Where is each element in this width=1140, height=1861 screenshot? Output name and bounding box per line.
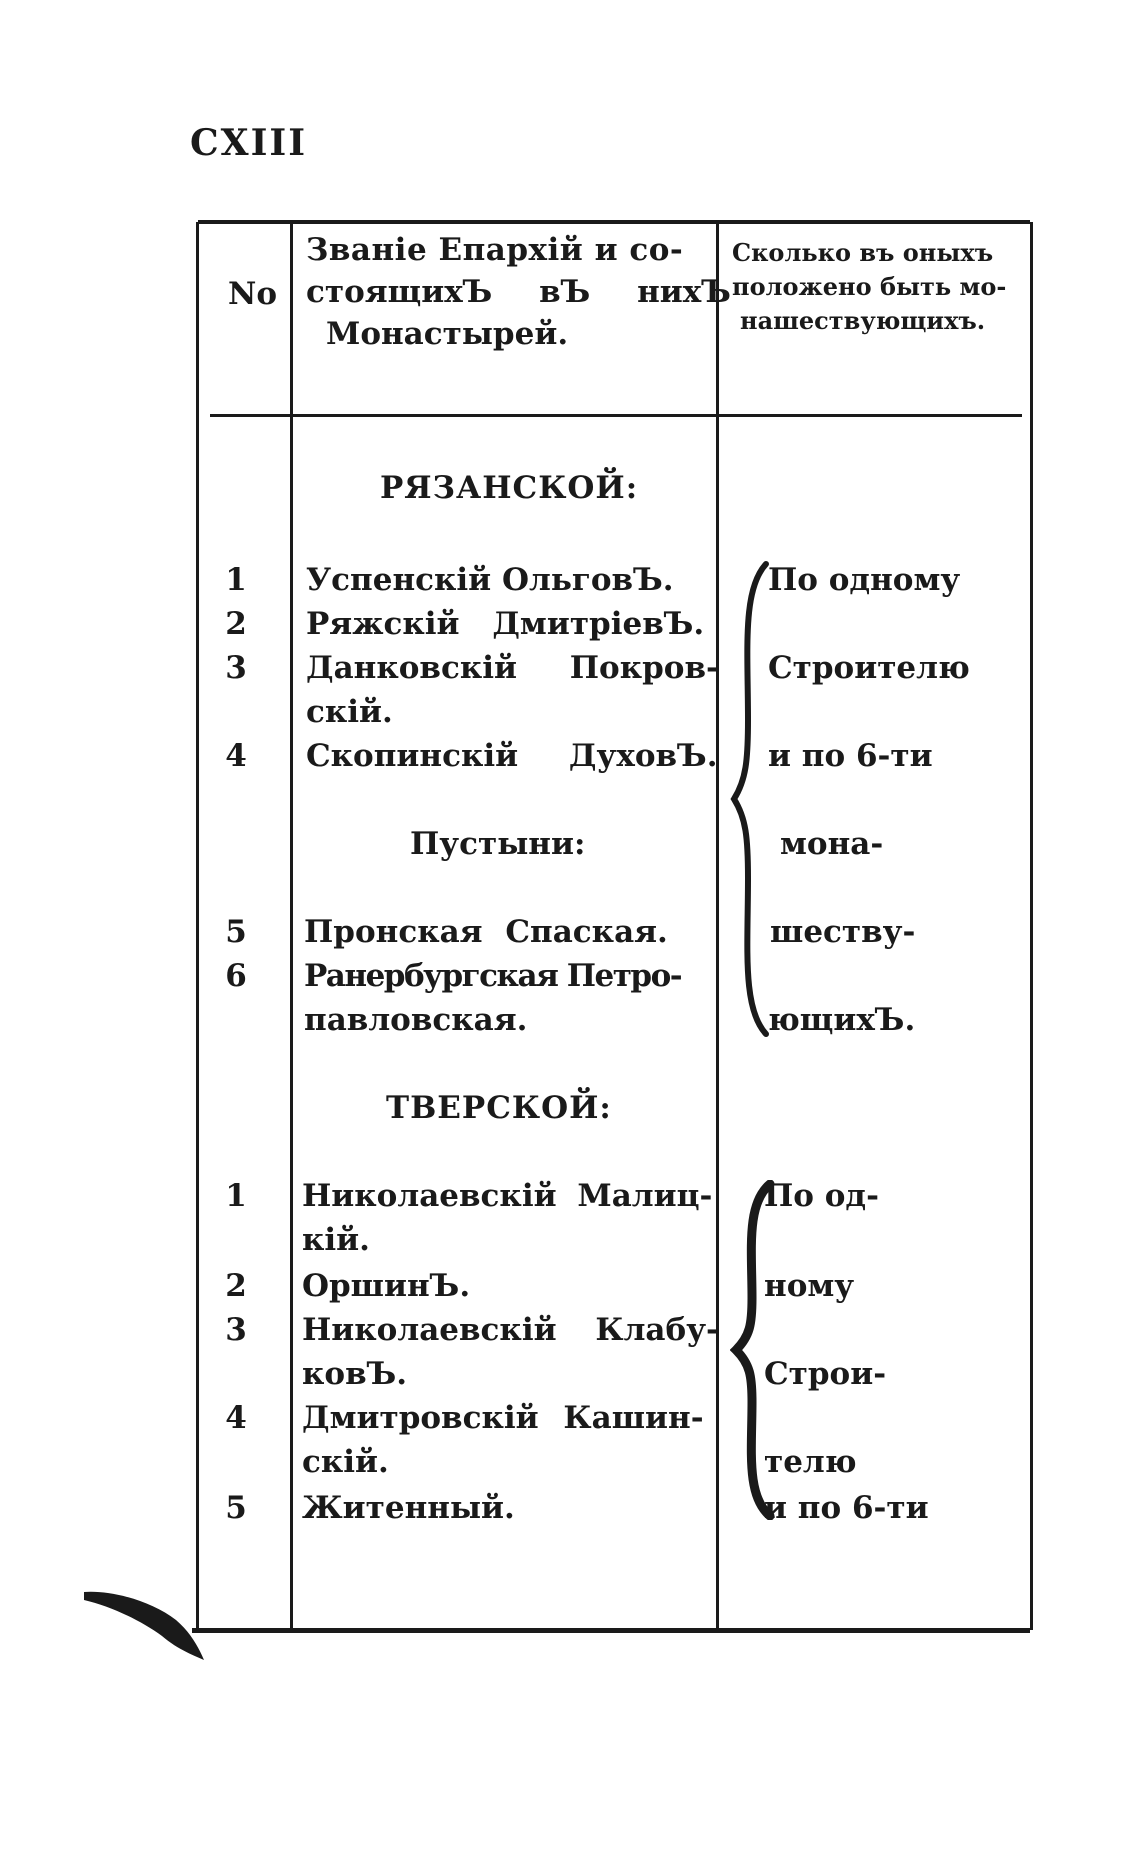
entry-name: Успенскій ОльговЪ. <box>306 562 674 598</box>
table-bottom-rule <box>192 1628 1030 1633</box>
entry-name: Данковскій Покров- <box>306 650 719 686</box>
table-left-border <box>196 222 199 1630</box>
note-line: ному <box>764 1268 855 1304</box>
note-line: и по 6-ти <box>768 738 933 774</box>
entry-name: Житенный. <box>302 1490 515 1526</box>
header-title-line-1: Званіе Епархій и со- <box>306 232 684 268</box>
entry-number: 3 <box>225 1312 247 1348</box>
entry-number: 2 <box>225 1268 247 1304</box>
entry-name: Николаевскій Малиц- <box>302 1178 713 1214</box>
section-subtitle: Пустыни: <box>410 826 586 862</box>
entry-name: ОршинЪ. <box>302 1268 471 1304</box>
header-no-label: No <box>228 276 278 312</box>
entry-name-continued: скій. <box>306 694 393 730</box>
entry-name: Николаевскій Клабу- <box>302 1312 719 1348</box>
entry-number: 4 <box>225 738 247 774</box>
section-title: ТВЕРСКОЙ: <box>386 1090 612 1126</box>
note-line: телю <box>764 1444 857 1480</box>
header-count-line-2: положено быть мо- <box>732 272 1007 301</box>
note-line: ющихЪ. <box>768 1002 916 1038</box>
entry-name-continued: ковЪ. <box>302 1356 408 1392</box>
entry-number: 1 <box>225 1178 247 1214</box>
header-count-line-3: нашествующихъ. <box>740 306 986 335</box>
entry-name-continued: кій. <box>302 1222 370 1258</box>
table-right-border <box>1030 222 1033 1630</box>
note-line: мона- <box>780 826 884 862</box>
entry-name: Дмитровскій Кашин- <box>302 1400 704 1436</box>
table-header-rule <box>210 414 1022 417</box>
note-line: По од- <box>764 1178 879 1214</box>
entry-number: 6 <box>225 958 247 994</box>
column-divider-2 <box>716 222 719 1628</box>
entry-number: 5 <box>225 914 247 950</box>
note-line: и по 6-ти <box>764 1490 929 1526</box>
note-line: По одному <box>768 562 961 598</box>
note-line: Строителю <box>768 650 970 686</box>
entry-name: Скопинскій ДуховЪ. <box>306 738 718 774</box>
note-line: Строи- <box>764 1356 887 1392</box>
entry-name: Ранербургская Петро- <box>304 958 682 994</box>
entry-number: 5 <box>225 1490 247 1526</box>
entry-number: 1 <box>225 562 247 598</box>
entry-name-continued: скій. <box>302 1444 389 1480</box>
section-title: РЯЗАНСКОЙ: <box>380 470 639 506</box>
ink-blot <box>80 1570 210 1670</box>
entry-number: 3 <box>225 650 247 686</box>
table-top-rule <box>198 220 1030 224</box>
header-title-line-2: стоящихЪ вЪ нихЪ <box>306 274 731 310</box>
header-title-line-3: Монастырей. <box>326 316 569 352</box>
entry-number: 4 <box>225 1400 247 1436</box>
entry-name: Ряжскій ДмитріевЪ. <box>306 606 705 642</box>
page-number: CXIII <box>190 122 308 164</box>
entry-name: Пронская Спаская. <box>304 914 668 950</box>
entry-number: 2 <box>225 606 247 642</box>
entry-name-continued: павловская. <box>304 1002 528 1038</box>
note-line: шеству- <box>770 914 916 950</box>
column-divider-1 <box>290 222 293 1628</box>
header-count-line-1: Сколько въ оныхъ <box>732 238 994 267</box>
curly-brace-icon <box>728 560 774 1038</box>
